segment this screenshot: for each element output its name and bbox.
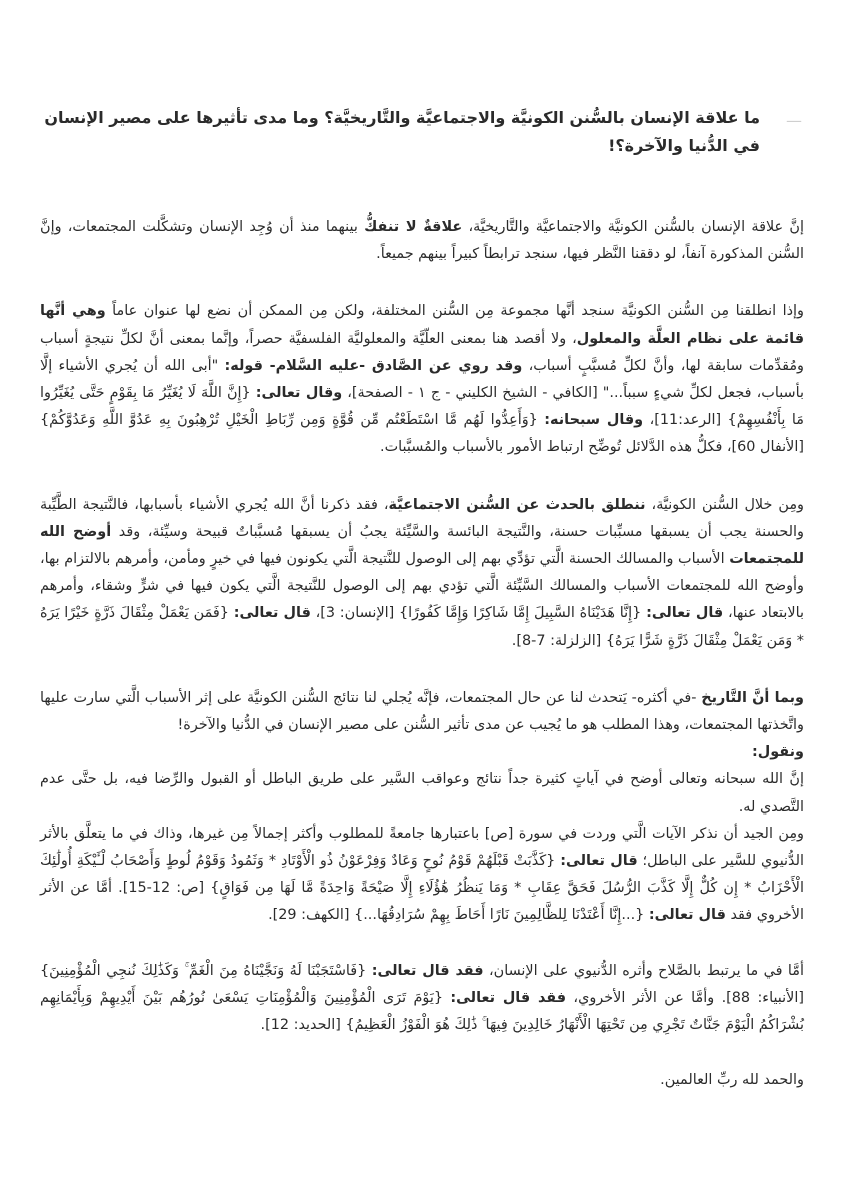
text-run: {فَمَن يَعْمَلْ مِثْقَالَ ذَرَّةٍ خَيْرًا يَرَهُ * وَمَن يَعْمَلْ مِثْقَالَ ذَرَّةٍ شَرًّا يَرَهُ} [الزلزلة: 7-8]. <box>40 605 804 649</box>
text-run: {فَاسْتَجَبْنَا لَهُ وَنَجَّيْنَاهُ مِنَ الْغَمِّ ۚ وَكَذَٰلِكَ نُنجِي الْمُؤْمِنِينَ} [الأنبياء: 88]. وأمَّا عن الأثر الأخروي، <box>40 962 804 1006</box>
text-run: ، ولا أقصد هنا بمعنى العلّيَّة والمعلوليَّة الفلسفيَّة حصراً، وإنَّما بمعنى أنَّ لكلِّ نتيجةٍ أسباب ومُقدِّمات سابقة لها، وأنَّ لكلِّ مُسبَّبٍ أسباب، <box>40 330 805 374</box>
text-run: {كَذَّبَتْ قَبْلَهُمْ قَوْمُ نُوحٍ وَعَادٌ وَفِرْعَوْنُ ذُو الْأَوْتَادِ * وَثَمُودُ وَقَوْمُ لُوطٍ وَأَصْحَابُ لْـَٔيْكَةِ أُولَٰئِكَ الْأَحْزَابُ * إِن كُلٌّ إِلَّا كَذَّبَ الرُّسُلَ فَحَقَّ عِقَابِ * وَمَا يَنظُرُ هَٰؤُلَاءِ إِلَّا صَيْحَةً وَاحِدَةً مَّا لَهَا مِن فَوَاقٍ} [ص: 12-15]. أمَّا عن الأثر الأخروي فقد <box>40 853 804 924</box>
question-text: ما علاقة الإنسان بالسُّنن الكونيَّة والاجتماعيَّة والتَّاريخيَّة؟ وما مدى تأثيرها على مصير الإنسان في الدُّنيا والآخرة؟! <box>44 108 760 155</box>
paragraph-history <box>40 685 804 739</box>
text-run: -في أكثره- يَتحدث لنا عن حال المجتمعات، فإنَّه يُجلي لنا نتائج السُّنن الكونيَّة على إثر الأسباب الَّتي سارت عليها واتَّخذتها المجتمعات، وهذا المطلب هو ما يُجيب عن مدى تأثير السُّنن على مصير الإنسان في الدُّنيا والآخرة! <box>40 689 804 734</box>
text-run: {وَأَعِدُّوا لَهُم مَّا اسْتَطَعْتُم مِّن قُوَّةٍ وَمِن رِّبَاطِ الْخَيْلِ تُرْهِبُونَ بِهِ عَدُوَّ اللَّهِ وَعَدُوَّكُمْ} [الأنفال 60]، فكلُّ هذه الدَّلائل تُوضِّح ارتباط الأمور بالأسباب والمُسبَّبات. <box>40 412 804 456</box>
paragraph-surah-sad <box>40 821 804 930</box>
bold-run: قال تعالى: <box>233 605 311 622</box>
paragraph-righteousness <box>40 958 804 1040</box>
text-run: وإذا انطلقنا مِن السُّنن الكونيَّة سنجد أنَّها مجموعة مِن السُّنن المختلفة، ولكن مِن الممكن أن نضع لها عنوان عاماً <box>105 303 804 320</box>
spacer <box>40 268 804 298</box>
bold-run: وهي أنَّها قائمة على نظام العلَّة والمعلول <box>40 303 804 347</box>
bold-run: علاقةٌ لا تنفكُّ <box>364 219 463 235</box>
bold-run: فقد قال تعالى: <box>450 989 567 1006</box>
text-run: بينهما منذ أن وُجِد الإنسان وتشكَّلت المجتمعات، وإنَّ السُّنن المذكورة آنفاً، لو دققنا النَّظر فيها، سنجد ترابطاً كبيراً بينهم جميعاً. <box>40 219 804 263</box>
spacer <box>40 655 804 685</box>
paragraph-intro <box>40 214 804 268</box>
text-run: {...إِنَّا أَعْتَدْنَا لِلظَّالِمِينَ نَارًا أَحَاطَ بِهِمْ سُرَادِقُهَا...} [الكهف: 29]. <box>268 907 649 924</box>
text-run: والحمد لله ربِّ العالمين. <box>660 1072 804 1089</box>
bold-run: ونقول: <box>752 744 804 761</box>
text-run: {إِنَّا هَدَيْنَاهُ السَّبِيلَ إِمَّا شَاكِرًا وَإِمَّا كَفُورًا} [الإنسان: 3]، <box>310 605 647 622</box>
text-run: الأسباب والمسالك الحسنة الَّتي تؤدِّي بهم إلى الوصول للنَّتيجة الَّتي يكونون فيها في خيرٍ ومأمن، وأمرهم بالالتزام بها، وأوضح الله للمجتمعات الأسباب والمسالك السَّيِّئة الَّتي تؤدي بهم إلى الوصول للنَّتيجة الَّتي يكون فيها في شرٍّ وشقاء، وأمرهم بالابتعاد عنها، <box>40 551 804 622</box>
spacer <box>40 462 804 492</box>
bold-run: قال تعالى: <box>646 605 724 622</box>
bold-run: أوضح الله للمجتمعات <box>40 523 804 568</box>
text-run: "أبى الله أن يُجري الأشياء إلَّا بأسباب، فجعل لكلِّ شيءٍ سبباً..." [الكافي - الشيخ الكليني - ج ١ - الصفحة]، <box>40 357 804 402</box>
text-run: {يَوْمَ تَرَى الْمُؤْمِنِينَ وَالْمُؤْمِنَاتِ يَسْعَىٰ نُورُهُم بَيْنَ أَيْدِيهِمْ وَبِأَيْمَانِهِم بُشْرَاكُمُ الْيَوْمَ جَنَّاتٌ تَجْرِي مِن تَحْتِهَا الْأَنْهَارُ خَالِدِينَ فِيهَا ۚ ذَٰلِكَ هُوَ الْفَوْزُ الْعَظِيمُ} [الحديد: 12]. <box>40 989 804 1034</box>
question-dash: — <box>786 111 802 130</box>
paragraph-cosmic-laws <box>40 298 804 461</box>
text-run: أمَّا في ما يرتبط بالصَّلاح وأثره الدُّنيوي على الإنسان، <box>483 962 805 979</box>
text-run: ، فقد ذكرنا أنَّ الله يُجري الأشياء بأسبابها، فالنَّتيجة الطَّيِّبة والحسنة يجب أن يسبقها مسبِّبات حسنة، والنَّتيجة البائسة والسَّيِّئة يجبُ أن يسبقها مُسبَّباتٌ قبيحة وسيِّئة، وقد <box>40 496 804 540</box>
paragraph-we-say <box>40 739 804 766</box>
text-run: إنَّ علاقة الإنسان بالسُّنن الكونيَّة والاجتماعيَّة والتَّاريخيَّة، <box>462 219 804 235</box>
text-run: ومِن خلال السُّنن الكونيَّة، <box>645 496 804 513</box>
spacer <box>40 1039 804 1067</box>
text-run: إنَّ الله سبحانه وتعالى أوضح في آياتٍ كثيرة جداً نتائج وعواقب السَّير على طريق الباطل أو القبول والرِّضا فيه، بل حتَّى عدم التَّصدي له. <box>40 771 804 815</box>
bold-run: قال تعالى: <box>648 907 726 924</box>
bold-run: وبما أنَّ التَّاريخ <box>701 689 804 706</box>
bold-run: ننطلق بالحدث عن السُّنن الاجتماعيَّة <box>388 496 646 513</box>
text-run: ومِن الجيد أن نذكر الآيات الَّتي وردت في سورة [ص] باعتبارها جامعةً للمطلوب وأكثر إجمالاً مِن غيرها، وذاك في ما يتعلَّق بالأثر الدُّنيوي للسَّير على الباطل؛ <box>40 825 804 870</box>
bold-run: وقد روي عن الصَّادق -عليه السَّلام- قوله: <box>224 357 523 374</box>
paragraph-closing <box>40 1067 804 1094</box>
bold-run: وقال سبحانه: <box>544 412 644 429</box>
bold-run: وقال تعالى: <box>255 385 343 402</box>
text-run: {إِنَّ اللَّهَ لَا يُغَيِّرُ مَا بِقَوْمٍ حَتَّى يُغَيِّرُوا مَا بِأَنْفُسِهِمْ} [الرعد:11]، <box>40 385 804 429</box>
paragraph-consequences <box>40 766 804 820</box>
question-heading <box>40 104 804 160</box>
bold-run: فقد قال تعالى: <box>371 962 484 979</box>
paragraph-social-laws <box>40 492 804 655</box>
spacer <box>40 930 804 958</box>
bold-run: قال تعالى: <box>560 853 638 870</box>
